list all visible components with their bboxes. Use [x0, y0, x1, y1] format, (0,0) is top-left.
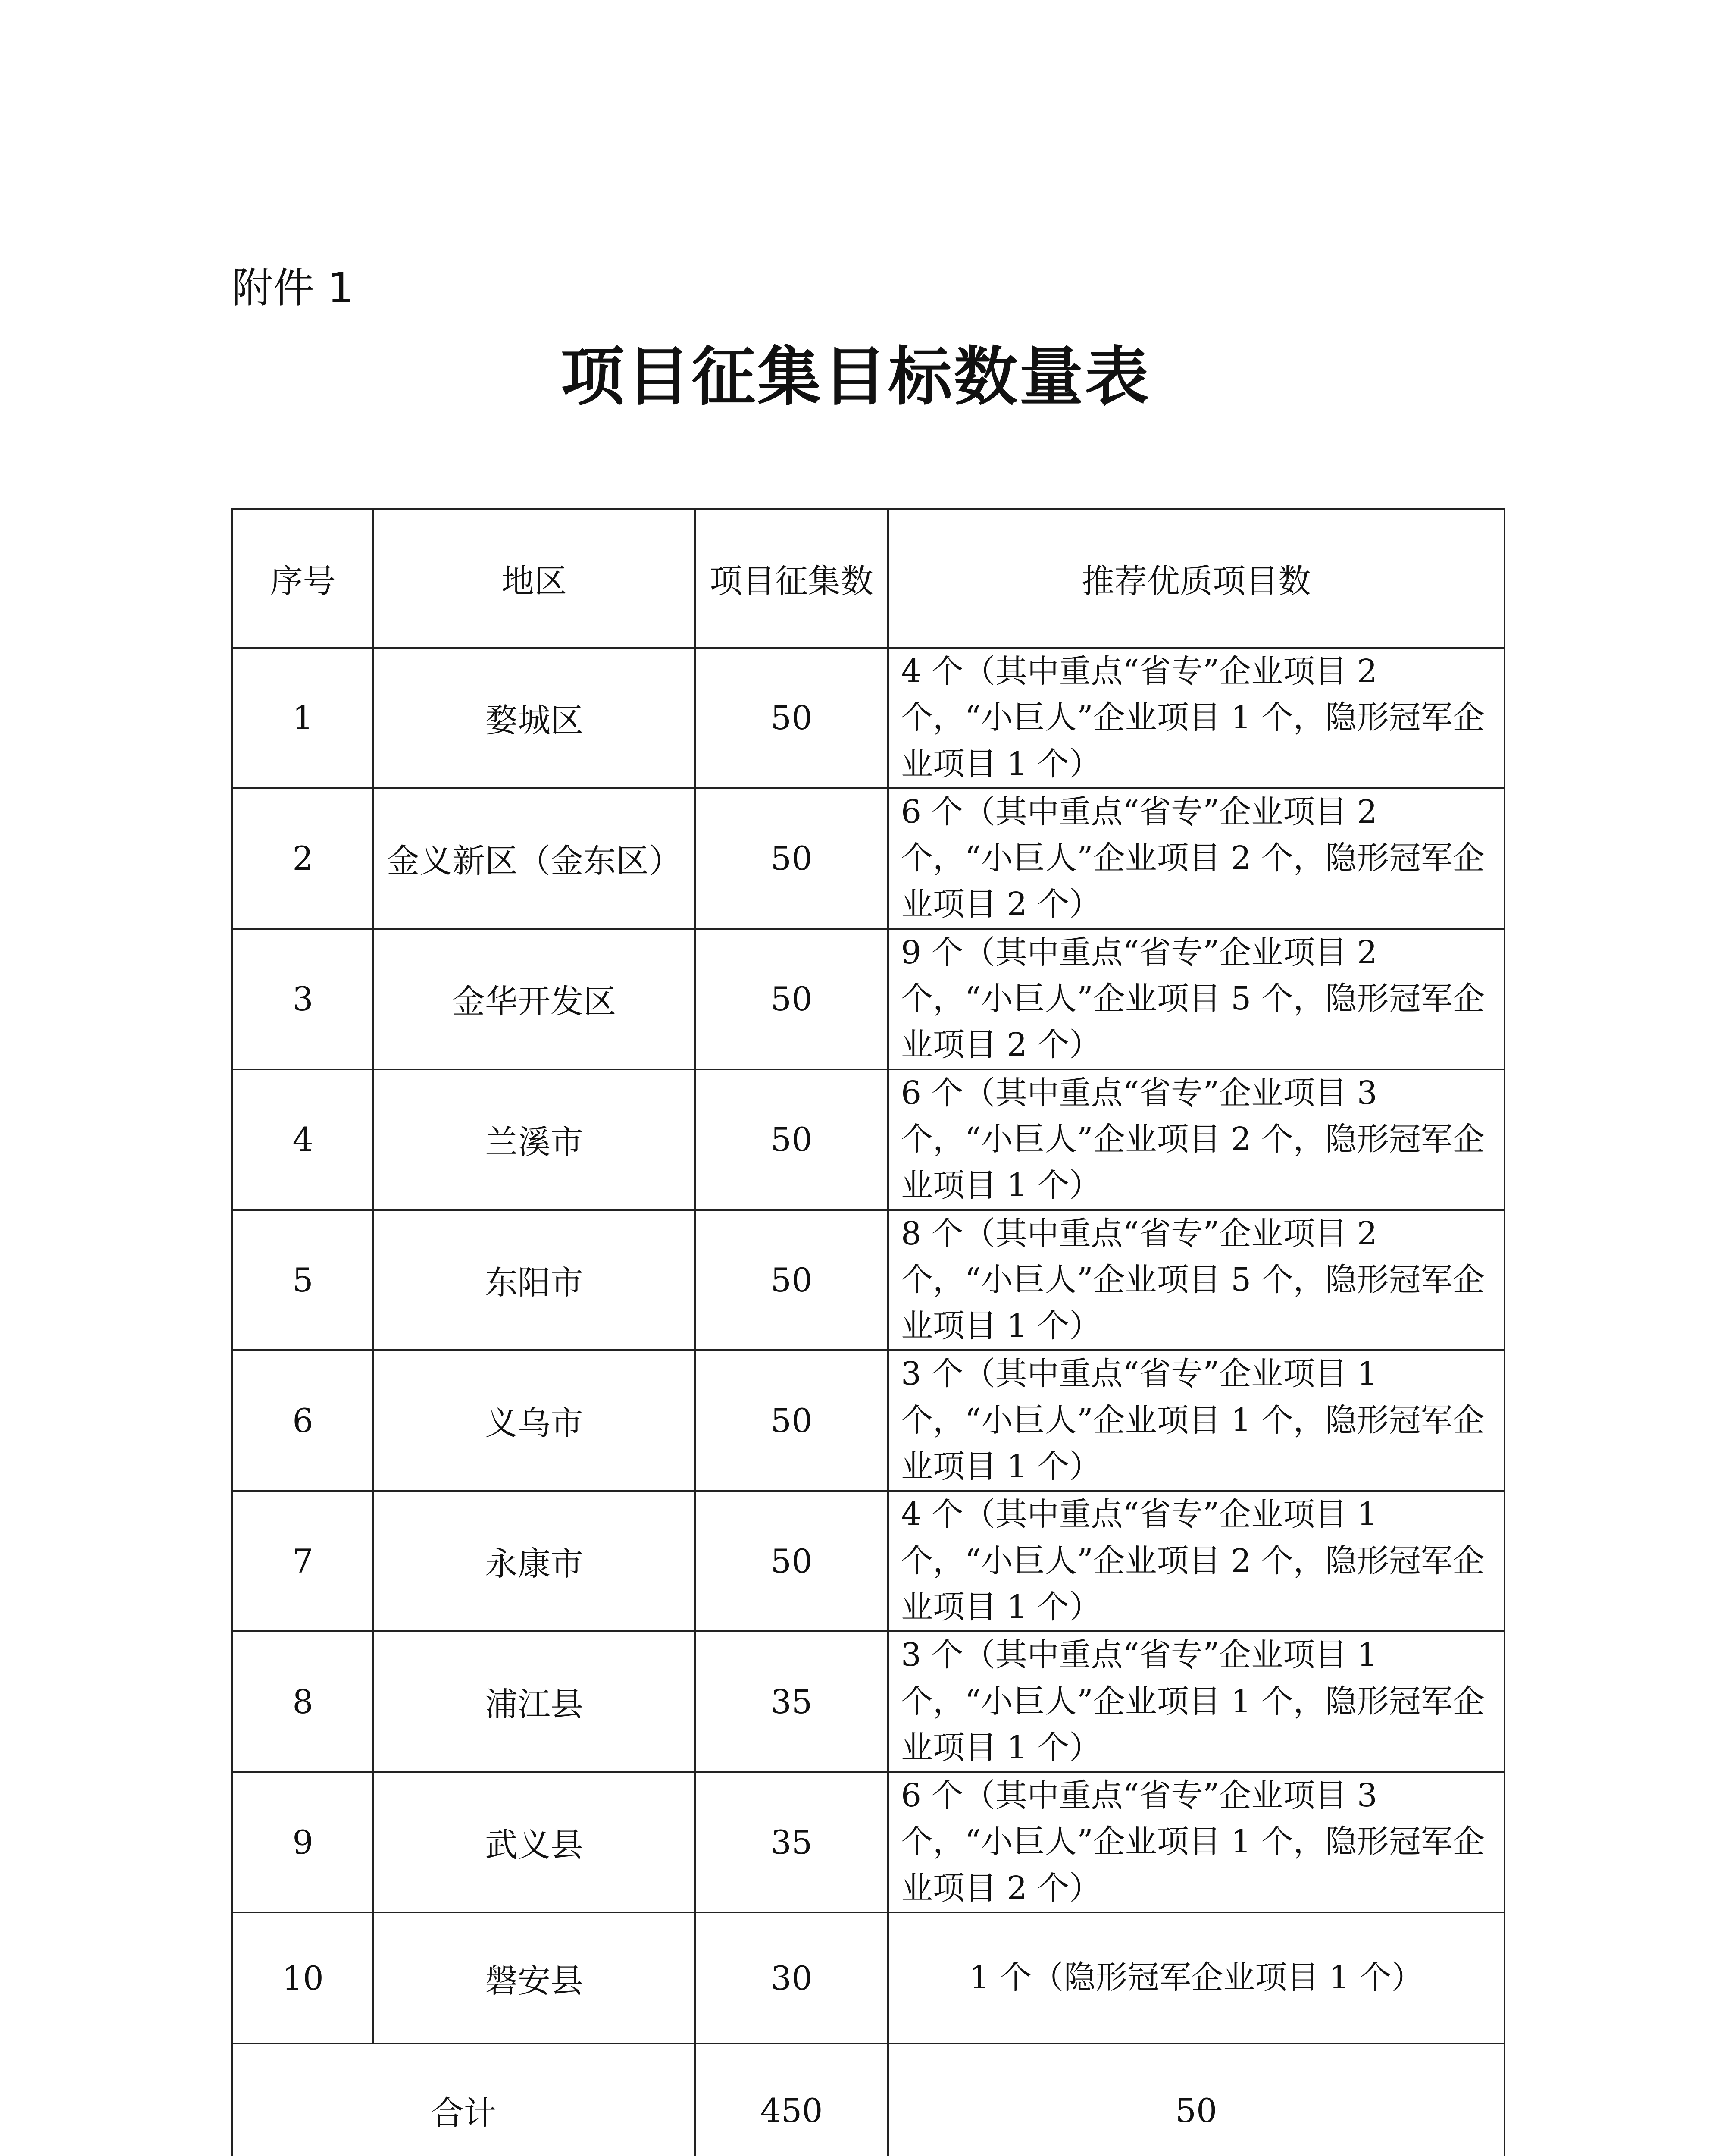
table-row: [232, 1350, 1505, 1491]
table-row: [232, 648, 1505, 788]
cell-collect: 35: [695, 1631, 888, 1772]
cell-recommend: 3 个（其中重点“省专”企业项目 1 个，“小巨人”企业项目 1 个，隐形冠军企业项目 1 个）: [888, 1350, 1505, 1491]
cell-region: 金华开发区: [373, 929, 695, 1069]
cell-collect: 50: [695, 788, 888, 929]
table-row: [232, 1772, 1505, 1912]
cell-collect: 35: [695, 1772, 888, 1912]
cell-collect: 50: [695, 1069, 888, 1210]
cell-no: 10: [232, 1912, 373, 2043]
cell-collect: 50: [695, 648, 888, 788]
cell-no: 1: [232, 648, 373, 788]
total-label: 合计: [232, 2043, 695, 2156]
target-quantity-table: [231, 508, 1505, 2156]
cell-region: 兰溪市: [373, 1069, 695, 1210]
cell-no: 4: [232, 1069, 373, 1210]
cell-collect: 50: [695, 929, 888, 1069]
cell-collect: 50: [695, 1210, 888, 1351]
cell-recommend: 4 个（其中重点“省专”企业项目 1 个，“小巨人”企业项目 2 个，隐形冠军企业项目 1 个）: [888, 1491, 1505, 1631]
table-row: [232, 1210, 1505, 1351]
cell-no: 5: [232, 1210, 373, 1351]
table-row: [232, 1069, 1505, 1210]
total-collect: 450: [695, 2043, 888, 2156]
column-header-recommend: 推荐优质项目数: [888, 509, 1505, 648]
cell-no: 9: [232, 1772, 373, 1912]
cell-recommend: 6 个（其中重点“省专”企业项目 2 个，“小巨人”企业项目 2 个，隐形冠军企业项目 2 个）: [888, 788, 1505, 929]
table-row: [232, 1631, 1505, 1772]
cell-recommend: 4 个（其中重点“省专”企业项目 2 个，“小巨人”企业项目 1 个，隐形冠军企业项目 1 个）: [888, 648, 1505, 788]
attachment-label: 附件 1: [231, 264, 354, 312]
table-row: [232, 1491, 1505, 1631]
column-header-no: 序号: [232, 509, 373, 648]
cell-collect: 50: [695, 1491, 888, 1631]
cell-collect: 50: [695, 1350, 888, 1491]
cell-recommend: 6 个（其中重点“省专”企业项目 3 个，“小巨人”企业项目 2 个，隐形冠军企业项目 1 个）: [888, 1069, 1505, 1210]
table-header-row: [232, 509, 1505, 648]
column-header-region: 地区: [373, 509, 695, 648]
cell-no: 3: [232, 929, 373, 1069]
cell-region: 浦江县: [373, 1631, 695, 1772]
cell-region: 永康市: [373, 1491, 695, 1631]
document-title: 项目征集目标数量表: [560, 340, 1151, 414]
table-total-row: [232, 2043, 1505, 2156]
cell-region: 金义新区（金东区）: [373, 788, 695, 929]
cell-collect: 30: [695, 1912, 888, 2043]
table-row: [232, 929, 1505, 1069]
cell-region: 东阳市: [373, 1210, 695, 1351]
table-row: [232, 1912, 1505, 2043]
cell-no: 2: [232, 788, 373, 929]
cell-no: 6: [232, 1350, 373, 1491]
cell-recommend: 9 个（其中重点“省专”企业项目 2 个，“小巨人”企业项目 5 个，隐形冠军企业项目 2 个）: [888, 929, 1505, 1069]
cell-region: 磐安县: [373, 1912, 695, 2043]
cell-region: 婺城区: [373, 648, 695, 788]
total-recommend: 50: [888, 2043, 1505, 2156]
cell-no: 8: [232, 1631, 373, 1772]
table-row: [232, 788, 1505, 929]
cell-region: 武义县: [373, 1772, 695, 1912]
cell-recommend: 1 个（隐形冠军企业项目 1 个）: [888, 1912, 1505, 2043]
cell-recommend: 3 个（其中重点“省专”企业项目 1 个，“小巨人”企业项目 1 个，隐形冠军企业项目 1 个）: [888, 1631, 1505, 1772]
cell-region: 义乌市: [373, 1350, 695, 1491]
cell-recommend: 6 个（其中重点“省专”企业项目 3 个，“小巨人”企业项目 1 个，隐形冠军企业项目 2 个）: [888, 1772, 1505, 1912]
cell-no: 7: [232, 1491, 373, 1631]
column-header-collect: 项目征集数: [695, 509, 888, 648]
cell-recommend: 8 个（其中重点“省专”企业项目 2 个，“小巨人”企业项目 5 个，隐形冠军企业项目 1 个）: [888, 1210, 1505, 1351]
